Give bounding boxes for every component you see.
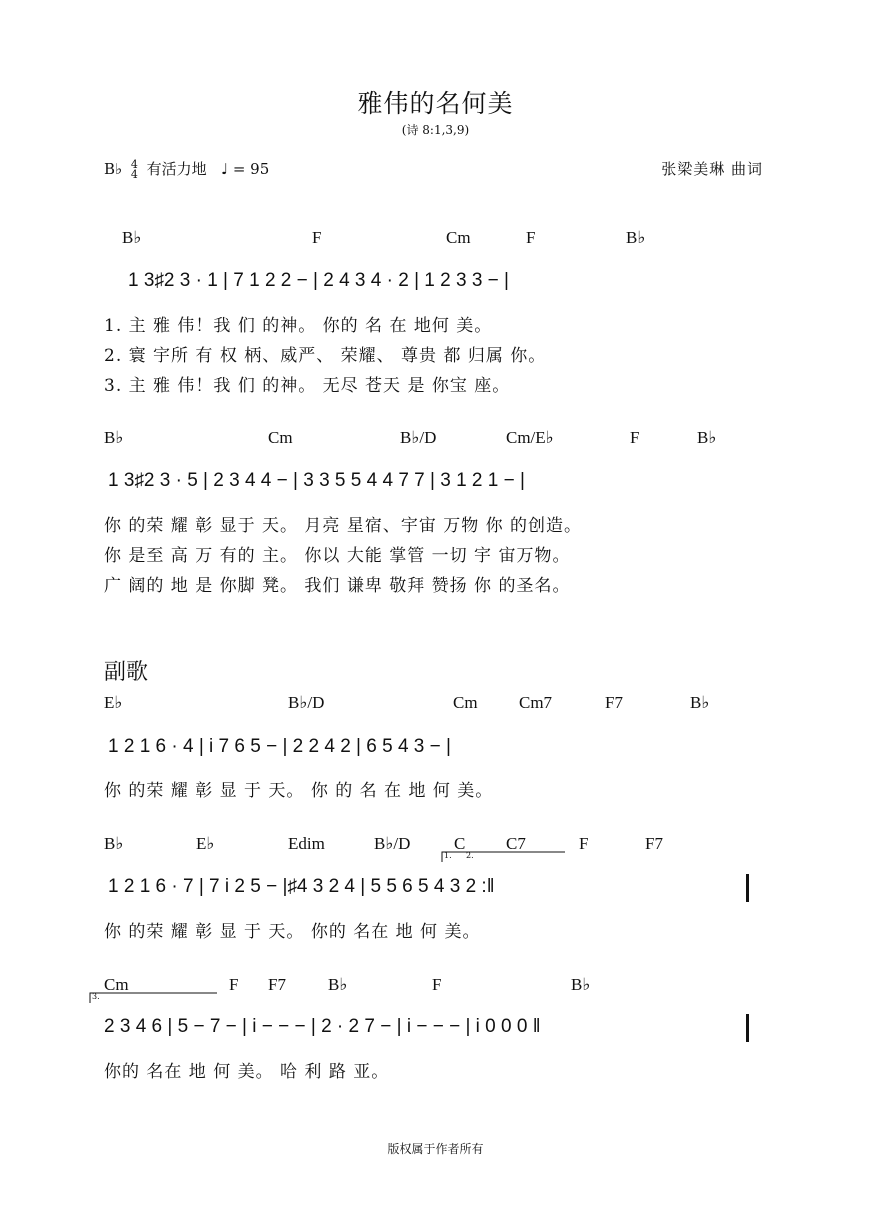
tempo-text: 有活力地: [146, 160, 207, 178]
lyric-line: 你 是至 高 万 有的 主。 你以 大能 掌管 一切 宇 宙万物。: [104, 546, 571, 566]
chord: F: [312, 228, 322, 247]
chord: F: [229, 975, 239, 994]
chord: B♭: [104, 428, 124, 447]
chord: Cm: [104, 975, 129, 994]
page-title: 雅伟的名何美: [357, 89, 514, 118]
lyric-line: 你 的荣 耀 彰 显 于 天。 你 的 名 在 地 何 美。: [104, 781, 494, 801]
chord: F: [526, 228, 536, 247]
chord: F7: [268, 975, 286, 994]
chord: C7: [506, 834, 526, 853]
scripture-reference: (诗 8:1,3,9): [401, 123, 470, 137]
chord: F7: [645, 834, 663, 853]
copyright-footer: 版权属于作者所有: [387, 1142, 484, 1156]
author-credit: 张梁美琳 曲词: [661, 160, 763, 178]
chord: Edim: [288, 834, 325, 853]
chord: F7: [605, 693, 623, 712]
chord: F: [630, 428, 640, 447]
lyric-line: 3. 主 雅 伟！我 们 的神。 无尽 苍天 是 你宝 座。: [104, 376, 511, 396]
chord: E♭: [196, 834, 215, 853]
notation-line: 1 2 1 6 · 7 | 7 i 2 5 − |♯4 3 2 4 | 5 5 6 5 4 3 2 :‖: [108, 876, 495, 897]
key-signature: B♭: [104, 160, 123, 178]
lyric-line: 广 阔的 地 是 你脚 凳。 我们 谦卑 敬拜 赞扬 你 的圣名。: [104, 576, 571, 596]
chord: B♭: [328, 975, 348, 994]
volta-label: 3.: [92, 992, 100, 1001]
final-barline: [746, 1014, 749, 1042]
chord: B♭: [122, 228, 142, 247]
lyric-line: 你 的荣 耀 彰 显于 天。 月亮 星宿、宇宙 万物 你 的创造。: [104, 516, 583, 536]
chord: B♭/D: [400, 428, 437, 447]
chord: F: [579, 834, 589, 853]
lyric-line: 你的 名在 地 何 美。 哈 利 路 亚。: [104, 1062, 390, 1082]
chord: B♭/D: [374, 834, 411, 853]
chord: Cm7: [519, 693, 553, 712]
volta-label: 2.: [466, 851, 474, 860]
chord: Cm: [446, 228, 471, 247]
volta-label: 1.: [444, 851, 452, 860]
lyric-line: 你 的荣 耀 彰 显 于 天。 你的 名在 地 何 美。: [104, 922, 481, 942]
chord: B♭: [626, 228, 646, 247]
final-barline: [746, 874, 749, 902]
chord: Cm: [268, 428, 293, 447]
chord: F: [432, 975, 442, 994]
tempo-mark: ♩ = 95: [221, 160, 270, 178]
notation-line: 1 3♯2 3 · 1 | 7 1 2 2 − | 2 4 3 4 · 2 | 1 2 3 3 − |: [128, 270, 509, 291]
lyric-line: 2. 寰 宇所 有 权 柄、威严、 荣耀、 尊贵 都 归属 你。: [104, 346, 547, 366]
chord: B♭: [104, 834, 124, 853]
notation-line: 1 2 1 6 · 4 | i 7 6 5 − | 2 2 4 2 | 6 5 4 3 − |: [108, 736, 451, 757]
time-top: 4: [130, 158, 138, 171]
volta-bracket: [442, 852, 565, 862]
chord: E♭: [104, 693, 123, 712]
chord: Cm: [453, 693, 478, 712]
notation-line: 1 3♯2 3 · 5 | 2 3 4 4 − | 3 3 5 5 4 4 7 7 | 3 1 2 1 − |: [108, 470, 525, 491]
chord: B♭/D: [288, 693, 325, 712]
chord: B♭: [571, 975, 591, 994]
lyric-line: 1. 主 雅 伟！我 们 的神。 你的 名 在 地何 美。: [104, 316, 493, 336]
chord: C: [454, 834, 466, 853]
volta-bracket: [90, 993, 217, 1003]
chord: B♭: [690, 693, 710, 712]
time-bottom: 4: [130, 168, 138, 181]
chord: Cm/E♭: [506, 428, 554, 447]
section-label: 副歌: [104, 660, 149, 685]
chord: B♭: [697, 428, 717, 447]
notation-line: 2 3 4 6 | 5 − 7 − | i − − − | 2 · 2 7 − | i − − − | i 0 0 0 ‖: [104, 1016, 541, 1037]
